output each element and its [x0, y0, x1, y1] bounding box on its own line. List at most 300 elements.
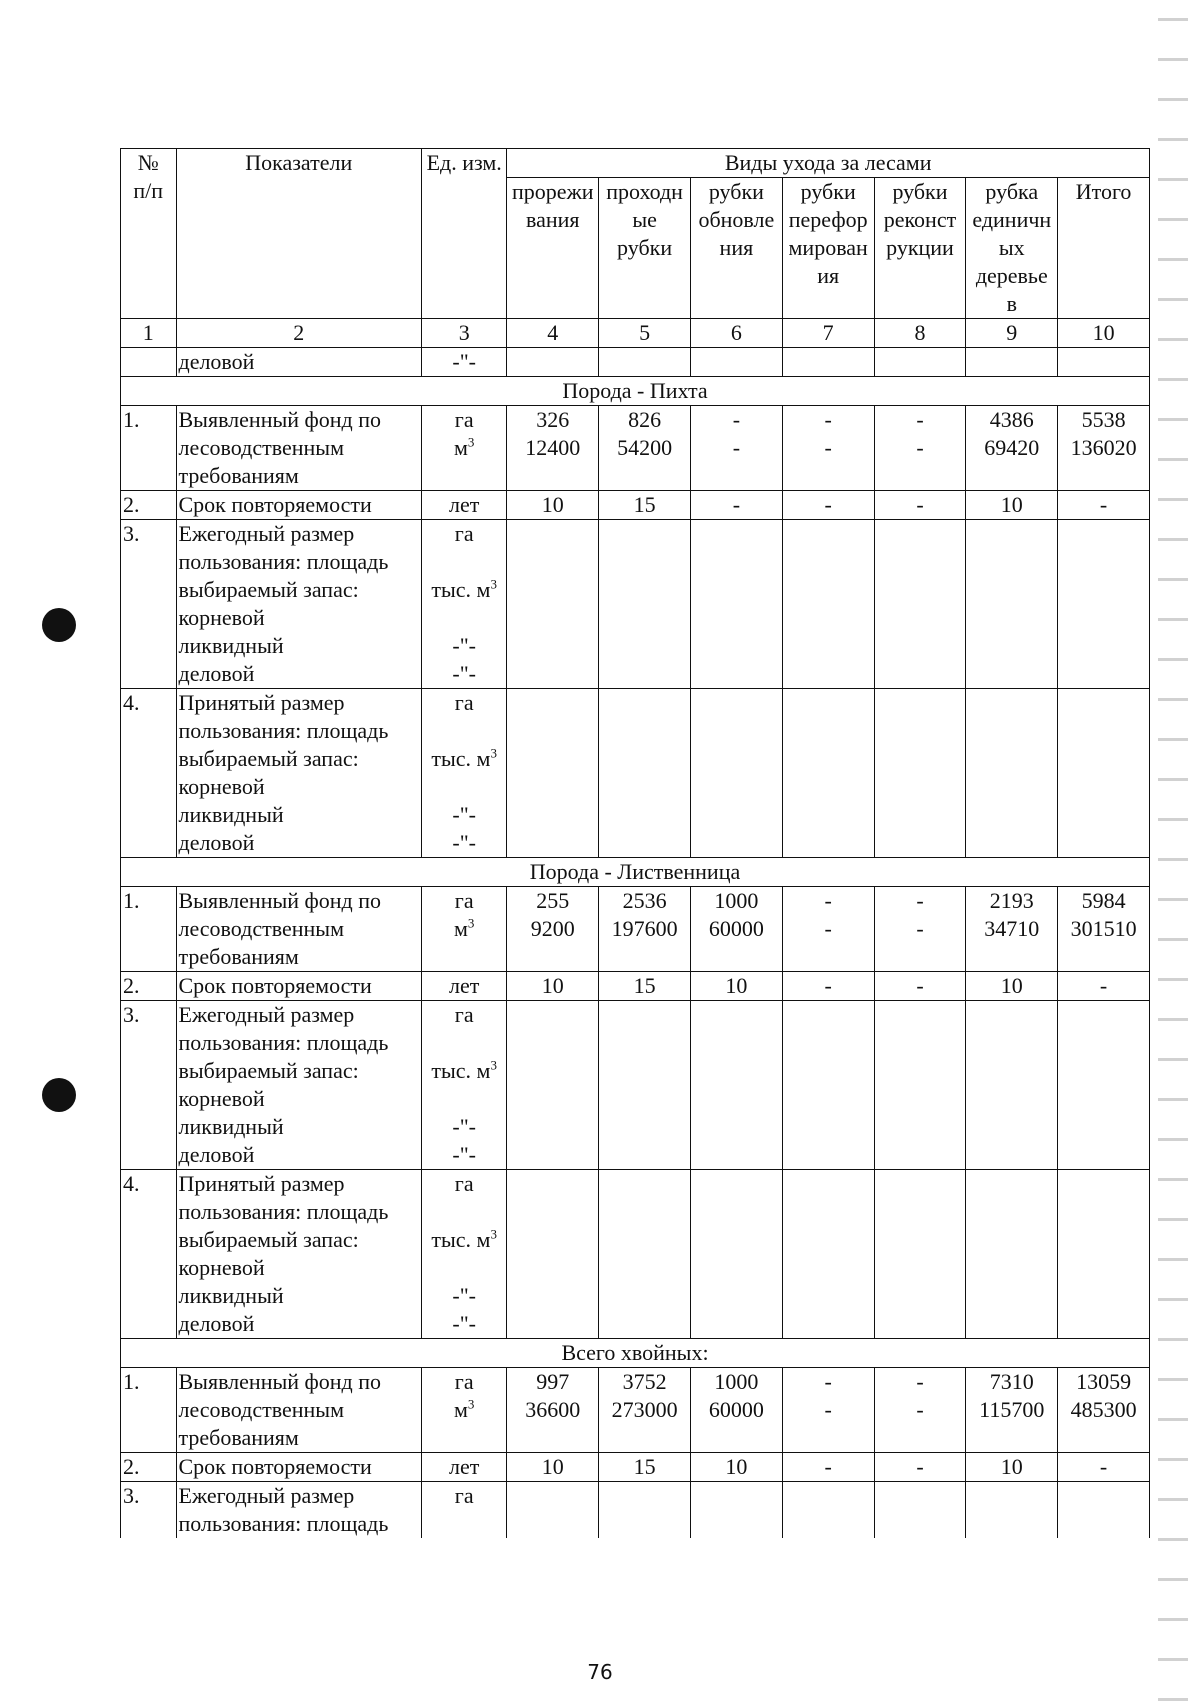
unit-text: лет	[449, 1454, 480, 1479]
unit-text	[424, 1085, 504, 1113]
header-type	[1058, 178, 1150, 319]
indicator-text: Принятый размер	[178, 690, 345, 715]
row-number-text: 2.	[123, 1454, 140, 1479]
value-cell	[599, 1453, 691, 1482]
indicator-text: Выявленный фонд по	[178, 407, 382, 432]
header-text: 7	[822, 320, 834, 345]
indicator-text: ликвидный	[178, 633, 284, 658]
unit-text: га	[454, 1002, 474, 1027]
row-number	[121, 689, 177, 858]
cell-empty	[966, 1001, 1058, 1170]
indicator-cell	[176, 348, 422, 377]
cell-empty	[599, 1001, 691, 1170]
value-text: 10	[725, 973, 748, 998]
value-text: -	[824, 973, 832, 998]
indicator-cell	[176, 887, 422, 972]
unit-text: тыс. $м^3$	[431, 1226, 497, 1252]
row-number	[121, 972, 177, 1001]
cell-empty	[507, 689, 599, 858]
cell-empty	[690, 1482, 782, 1539]
header-text: обновле	[698, 207, 775, 232]
row-number	[121, 1368, 177, 1453]
value-text: 2193	[989, 888, 1034, 913]
value-cell	[690, 887, 782, 972]
unit-text: тыс. $м^3$	[431, 576, 497, 602]
cell-empty	[507, 1482, 599, 1539]
indicator-text: корневой	[178, 605, 265, 630]
cell-empty	[1058, 1170, 1150, 1339]
value-text: -	[916, 1369, 924, 1394]
header-text: 4	[547, 320, 559, 345]
value-cell	[782, 1453, 874, 1482]
unit-text: га	[454, 888, 474, 913]
value-cell	[782, 491, 874, 520]
column-number	[507, 319, 599, 348]
value-text: 69420	[984, 435, 1040, 460]
indicator-cell	[176, 689, 422, 858]
cell-empty	[874, 689, 966, 858]
cell-empty	[690, 689, 782, 858]
value-text: -	[732, 407, 741, 432]
column-number	[966, 319, 1058, 348]
row-number-text: 2.	[123, 492, 140, 517]
value-text: -	[824, 916, 832, 941]
row-number	[121, 1453, 177, 1482]
value-text: -	[916, 888, 924, 913]
unit-text: га	[454, 690, 474, 715]
indicator-text: Срок повторяемости	[178, 973, 372, 998]
value-text: 15	[633, 973, 656, 998]
cell-empty	[782, 1482, 874, 1539]
indicator-text: деловой	[178, 661, 255, 686]
unit-text: -"-	[452, 1142, 477, 1167]
value-text: -	[824, 407, 832, 432]
cell-empty	[874, 1482, 966, 1539]
header-text: ния	[719, 235, 754, 260]
row-number-text: 4.	[123, 690, 140, 715]
value-text: -	[732, 435, 741, 460]
unit-text: -"-	[452, 802, 477, 827]
header-text: 10	[1092, 320, 1115, 345]
cell-empty	[874, 1001, 966, 1170]
indicator-cell	[176, 1001, 422, 1170]
value-text: 1000	[714, 1369, 759, 1394]
value-cell	[690, 491, 782, 520]
unit-cell	[422, 520, 507, 689]
header-text: рукции	[886, 235, 954, 260]
value-text: -	[1099, 1454, 1108, 1479]
value-cell	[782, 887, 874, 972]
value-text: -	[916, 1397, 924, 1422]
value-text: 826	[628, 407, 662, 432]
value-text: 2536	[622, 888, 667, 913]
unit-text: -"-	[452, 633, 477, 658]
indicator-text: требованиям	[178, 1425, 299, 1450]
value-text: -	[916, 407, 924, 432]
unit-text	[424, 548, 504, 576]
cell-empty	[874, 1170, 966, 1339]
unit-text: га	[454, 1369, 474, 1394]
unit-cell	[422, 406, 507, 491]
value-text: -	[1099, 973, 1108, 998]
indicator-text: лесоводственным	[178, 916, 345, 941]
value-cell	[690, 406, 782, 491]
value-text: 115700	[979, 1397, 1045, 1422]
section-title	[121, 377, 1150, 406]
value-text: 326	[536, 407, 570, 432]
value-text: 10	[541, 973, 564, 998]
indicator-text: требованиям	[178, 944, 299, 969]
indicator-cell	[176, 972, 422, 1001]
header-text: №	[137, 150, 159, 175]
row-number-text: 1.	[123, 1369, 140, 1394]
header-text: Ед. изм.	[426, 150, 502, 175]
value-cell	[690, 1453, 782, 1482]
value-cell	[874, 972, 966, 1001]
cell-empty	[690, 348, 782, 377]
value-text: 34710	[984, 916, 1040, 941]
value-text: 13059	[1076, 1369, 1132, 1394]
indicator-text: Ежегодный размер	[178, 521, 355, 546]
cell-empty	[599, 348, 691, 377]
header-text: в	[1006, 291, 1017, 316]
value-text: 60000	[708, 1397, 764, 1422]
value-cell	[874, 406, 966, 491]
unit-text	[424, 1198, 504, 1226]
unit-text: $м^3$	[453, 434, 475, 460]
value-text: 5538	[1081, 407, 1126, 432]
cell-empty	[1058, 348, 1150, 377]
unit-text: лет	[449, 973, 480, 998]
header-text: рубки	[617, 235, 673, 260]
cell-empty	[966, 1482, 1058, 1539]
indicator-text: выбираемый запас:	[178, 746, 359, 771]
unit-text: тыс. $м^3$	[431, 745, 497, 771]
value-cell	[1058, 1368, 1150, 1453]
value-text: -	[732, 492, 741, 517]
value-text: 12400	[525, 435, 581, 460]
unit-text	[424, 604, 504, 632]
value-cell	[874, 1368, 966, 1453]
cell-empty	[599, 1482, 691, 1539]
page-number: 76	[587, 1660, 613, 1684]
row-number-text: 4.	[123, 1171, 140, 1196]
value-text: 9200	[530, 916, 575, 941]
value-cell	[507, 1453, 599, 1482]
value-cell	[507, 1368, 599, 1453]
value-cell	[690, 972, 782, 1001]
column-number	[1058, 319, 1150, 348]
header-indicator	[176, 149, 422, 319]
value-text: 485300	[1070, 1397, 1137, 1422]
value-text: 7310	[989, 1369, 1034, 1394]
row-number	[121, 520, 177, 689]
cell-empty	[690, 1170, 782, 1339]
cell-empty	[966, 1170, 1058, 1339]
cell-empty	[874, 348, 966, 377]
unit-text: -"-	[452, 349, 477, 374]
scan-edge-artifact	[1158, 0, 1188, 1708]
cell-empty	[782, 1001, 874, 1170]
row-number	[121, 1482, 177, 1539]
indicator-text: выбираемый запас:	[178, 577, 359, 602]
row-number-text: 1.	[123, 407, 140, 432]
header-text: 5	[639, 320, 651, 345]
header-text: рубки	[800, 179, 856, 204]
value-cell	[690, 1368, 782, 1453]
value-text: -	[1099, 492, 1108, 517]
value-text: 54200	[617, 435, 673, 460]
indicator-text: Срок повторяемости	[178, 492, 372, 517]
value-cell	[507, 491, 599, 520]
unit-text: -"-	[452, 1114, 477, 1139]
value-cell	[1058, 491, 1150, 520]
column-number	[690, 319, 782, 348]
unit-text: $м^3$	[453, 1396, 475, 1422]
value-text: 4386	[989, 407, 1034, 432]
indicator-text: Ежегодный размер	[178, 1002, 355, 1027]
value-cell	[1058, 887, 1150, 972]
cell-empty	[966, 520, 1058, 689]
value-cell	[874, 887, 966, 972]
indicator-text: пользования: площадь	[178, 1199, 389, 1224]
value-text: -	[824, 1454, 832, 1479]
value-cell	[507, 972, 599, 1001]
unit-text: га	[454, 1483, 474, 1508]
value-text: -	[824, 888, 832, 913]
value-text: 15	[633, 1454, 656, 1479]
section-title-text: Порода - Лиственница	[529, 859, 741, 884]
header-text: единичн	[972, 207, 1052, 232]
value-text: -	[916, 973, 924, 998]
unit-text	[424, 1254, 504, 1282]
cell-empty	[507, 1001, 599, 1170]
section-title-text: Всего хвойных:	[561, 1340, 709, 1365]
value-cell	[599, 1368, 691, 1453]
row-number	[121, 406, 177, 491]
cell-empty	[966, 348, 1058, 377]
value-text: -	[824, 1397, 832, 1422]
section-title	[121, 1339, 1150, 1368]
value-text: -	[824, 1369, 832, 1394]
header-text: рубки	[892, 179, 948, 204]
header-text: ые	[632, 207, 657, 232]
indicator-text: деловой	[178, 1142, 255, 1167]
value-cell	[782, 972, 874, 1001]
indicator-text: Срок повторяемости	[178, 1454, 372, 1479]
indicator-text: пользования: площадь	[178, 1030, 389, 1055]
punch-hole-bottom	[42, 1078, 76, 1112]
unit-text	[424, 1510, 504, 1538]
indicator-cell	[176, 406, 422, 491]
indicator-text: корневой	[178, 774, 265, 799]
header-text: мирован	[788, 235, 868, 260]
header-type	[507, 178, 599, 319]
header-text: 8	[914, 320, 926, 345]
column-number	[422, 319, 507, 348]
unit-text: -"-	[452, 661, 477, 686]
value-cell	[966, 491, 1058, 520]
indicator-text: пользования: площадь	[178, 718, 389, 743]
value-text: 5984	[1081, 888, 1126, 913]
value-text: 197600	[611, 916, 678, 941]
header-text: прорежи	[512, 179, 594, 204]
header-text: п/п	[133, 178, 164, 203]
column-number	[874, 319, 966, 348]
cell-empty	[690, 1001, 782, 1170]
indicator-text: пользования: площадь	[178, 549, 389, 574]
value-cell	[1058, 1453, 1150, 1482]
value-text: 36600	[525, 1397, 581, 1422]
unit-cell	[422, 1482, 507, 1539]
indicator-cell	[176, 491, 422, 520]
header-text: 9	[1006, 320, 1018, 345]
value-text: 10	[1000, 492, 1023, 517]
cell-empty	[1058, 689, 1150, 858]
value-text: -	[824, 492, 832, 517]
column-number	[599, 319, 691, 348]
header-type	[599, 178, 691, 319]
unit-text	[424, 773, 504, 801]
header-text: реконст	[883, 207, 957, 232]
cell-empty	[121, 348, 177, 377]
indicator-cell	[176, 1482, 422, 1539]
value-text: 10	[725, 1454, 748, 1479]
column-number	[782, 319, 874, 348]
header-type	[690, 178, 782, 319]
indicator-text: лесоводственным	[178, 1397, 345, 1422]
header-text: Виды ухода за лесами	[724, 150, 932, 175]
value-text: -	[916, 916, 924, 941]
row-number	[121, 887, 177, 972]
row-number	[121, 1170, 177, 1339]
cell-empty	[507, 520, 599, 689]
unit-text	[424, 717, 504, 745]
indicator-text: Выявленный фонд по	[178, 888, 382, 913]
header-text: Показатели	[245, 150, 353, 175]
indicator-text: требованиям	[178, 463, 299, 488]
header-text: ых	[998, 235, 1025, 260]
header-text: перефор	[788, 207, 868, 232]
cell-empty	[966, 689, 1058, 858]
value-cell	[1058, 406, 1150, 491]
value-text: 10	[1000, 973, 1023, 998]
unit-text: -"-	[452, 1311, 477, 1336]
value-text: 255	[536, 888, 570, 913]
header-type	[782, 178, 874, 319]
indicator-text: деловой	[178, 830, 255, 855]
punch-hole-top	[42, 608, 76, 642]
value-cell	[966, 1368, 1058, 1453]
indicator-text: ликвидный	[178, 1283, 284, 1308]
unit-cell	[422, 1453, 507, 1482]
cell-empty	[599, 689, 691, 858]
unit-text: лет	[449, 492, 480, 517]
value-cell	[1058, 972, 1150, 1001]
unit-text: га	[454, 1171, 474, 1196]
header-type	[874, 178, 966, 319]
unit-text: -"-	[452, 830, 477, 855]
header-text: вания	[526, 207, 580, 232]
unit-cell	[422, 887, 507, 972]
value-cell	[599, 491, 691, 520]
indicator-text: выбираемый запас:	[178, 1058, 359, 1083]
unit-cell	[422, 1170, 507, 1339]
indicator-text: корневой	[178, 1255, 265, 1280]
unit-cell	[422, 1001, 507, 1170]
value-cell	[966, 972, 1058, 1001]
value-cell	[599, 887, 691, 972]
value-text: 997	[536, 1369, 570, 1394]
value-text: -	[824, 435, 832, 460]
indicator-cell	[176, 1368, 422, 1453]
value-text: -	[916, 435, 924, 460]
value-cell	[599, 406, 691, 491]
header-text: проходн	[606, 179, 683, 204]
value-cell	[782, 406, 874, 491]
indicator-cell	[176, 1170, 422, 1339]
value-text: 10	[541, 492, 564, 517]
unit-cell	[422, 689, 507, 858]
row-number-text: 3.	[123, 521, 140, 546]
value-text: 273000	[611, 1397, 678, 1422]
indicator-text: Выявленный фонд по	[178, 1369, 382, 1394]
row-number	[121, 491, 177, 520]
cell-empty	[782, 520, 874, 689]
row-number-text: 3.	[123, 1483, 140, 1508]
indicator-cell	[176, 520, 422, 689]
section-title	[121, 858, 1150, 887]
unit-cell	[422, 1368, 507, 1453]
indicator-cell	[176, 1453, 422, 1482]
value-cell	[507, 406, 599, 491]
row-number	[121, 1001, 177, 1170]
cell-empty	[1058, 1482, 1150, 1539]
forest-care-table	[120, 148, 1150, 1538]
header-text: Итого	[1075, 179, 1132, 204]
unit-cell	[422, 348, 507, 377]
indicator-text: пользования: площадь	[178, 1511, 389, 1536]
value-text: 15	[633, 492, 656, 517]
value-text: 136020	[1070, 435, 1137, 460]
indicator-text: деловой	[178, 349, 255, 374]
column-number	[121, 319, 177, 348]
indicator-text: лесоводственным	[178, 435, 345, 460]
value-text: 1000	[714, 888, 759, 913]
unit-text: $м^3$	[453, 915, 475, 941]
column-number	[176, 319, 422, 348]
header-number	[121, 149, 177, 319]
unit-cell	[422, 972, 507, 1001]
row-number-text: 2.	[123, 973, 140, 998]
header-text: 1	[142, 320, 154, 345]
header-group	[507, 149, 1150, 178]
value-cell	[782, 1368, 874, 1453]
cell-empty	[1058, 1001, 1150, 1170]
header-text: 6	[730, 320, 742, 345]
cell-empty	[782, 689, 874, 858]
value-text: 60000	[708, 916, 764, 941]
indicator-text: Принятый размер	[178, 1171, 345, 1196]
value-text: 10	[541, 1454, 564, 1479]
value-cell	[966, 1453, 1058, 1482]
header-text: рубка	[985, 179, 1039, 204]
value-text: -	[916, 1454, 924, 1479]
unit-cell	[422, 491, 507, 520]
cell-empty	[507, 1170, 599, 1339]
unit-text: га	[454, 521, 474, 546]
row-number-text: 1.	[123, 888, 140, 913]
